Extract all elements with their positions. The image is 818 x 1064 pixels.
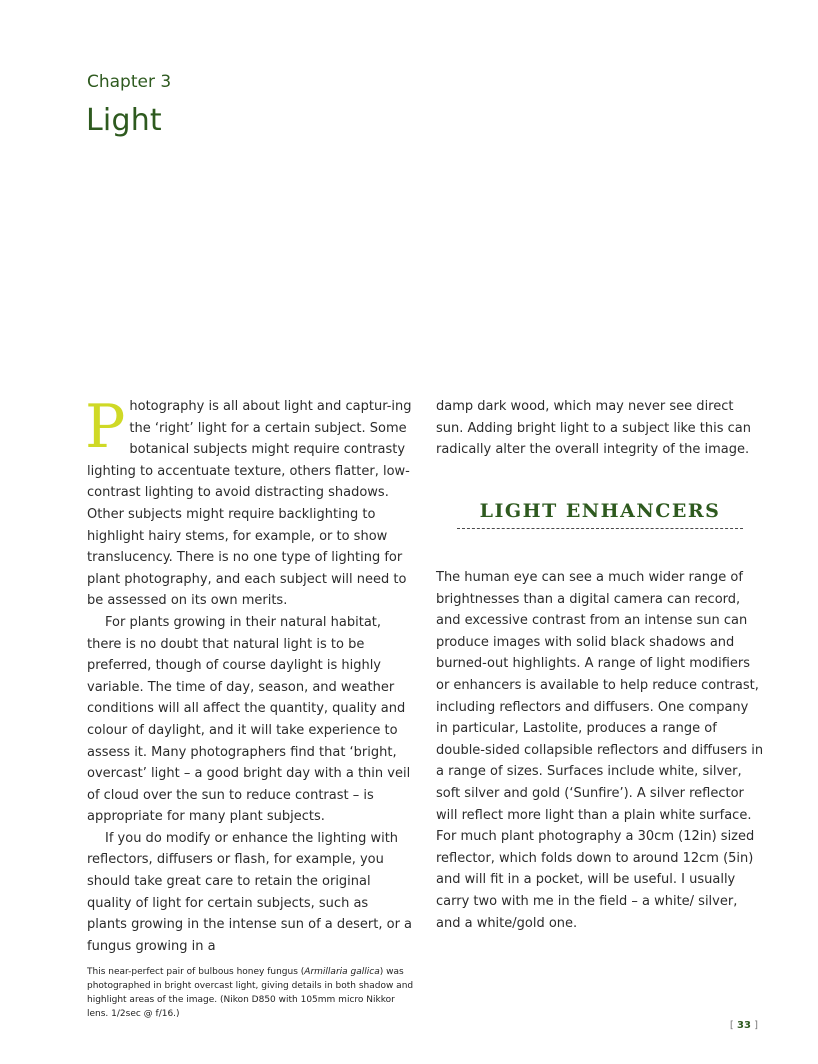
intro-paragraph-2: For plants growing in their natural habitat, there is no doubt that natural light is to be preferred, though of course daylight is highly variable. The time of day, season, and weather conditions will all affect the quantity, quality and colour of daylight, and it will take experience to assess it. Many photographers find that ‘bright, overcast’ light – a good bright day with a thin veil of cloud over the sun to reduce contrast – is appropriate for many plant subjects.: [87, 614, 411, 825]
chapter-title: Light: [86, 103, 162, 138]
intro-paragraph-3-continued: damp dark wood, which may never see direct sun. Adding bright light to a subject like this can radically alter the overall integrity of the image.: [436, 399, 751, 458]
section-body: The human eye can see a much wider range of brightnesses than a digital camera can record, and excessive contrast from an intense sun can produce images with solid black shadows and burned-out highlights. A range of light modifiers or enhancers is available to help reduce contrast, including reflectors and diffusers. One company in particular, Lastolite, produces a range of double-sided collapsible reflectors and diffusers in a range of sizes. Surfaces include white, silver, soft silver and gold (‘Sunfire’). A silver reflector will reflect more light than a plain white surface. For much plant photography a 30cm (12in) sized reflector, which folds down to around 12cm (5in) and will fit in a pocket, will be useful. I usually carry two with me in the field – a white/ silver, and a white/gold one.: [436, 570, 764, 931]
page-bracket-open: [: [729, 1020, 737, 1031]
page-number: [730, 1020, 758, 1031]
caption-text-end: ) was photographed in bright overcast light, giving details in both shadow and highlight areas of the image. (Nikon D850 with 105mm micro Nikkor lens. 1/2sec @ f/16.): [87, 967, 414, 1019]
right-column-body: [436, 567, 764, 934]
intro-paragraph-1-text: hotography is all about light and captur-ing the ‘right’ light for a certain subject. Some botanical subjects might require contrasty lighting to accentuate texture, others flatter, low-contrast lighting to avoid distracting shadows. Other subjects might require backlighting to highlight hairy stems, for example, or to show translucency. There is no one type of lighting for plant photography, and each subject will need to be assessed on its own merits.: [87, 399, 412, 609]
page-bracket-close: ]: [750, 1020, 758, 1031]
left-column: [85, 392, 413, 957]
photo-caption: [87, 965, 417, 1021]
intro-paragraph-1: [85, 392, 412, 612]
intro-paragraph-3: If you do modify or enhance the lighting with reflectors, diffusers or flash, for example, you should take great care to retain the original quality of light for certain subjects, such as plants growing in the intense sun of a desert, or a fungus growing in a: [87, 830, 413, 954]
caption-species: Armillaria gallica: [304, 967, 380, 977]
section-heading: LIGHT ENHANCERS: [479, 500, 721, 522]
chapter-label: Chapter 3: [87, 72, 172, 92]
drop-cap: P: [85, 392, 126, 462]
section-heading-block: [436, 500, 764, 529]
caption-text-start: This near-perfect pair of bulbous honey fungus (: [87, 967, 305, 977]
right-column-top: [436, 396, 764, 461]
page-number-value: 33: [736, 1020, 751, 1031]
heading-divider: [457, 528, 743, 529]
